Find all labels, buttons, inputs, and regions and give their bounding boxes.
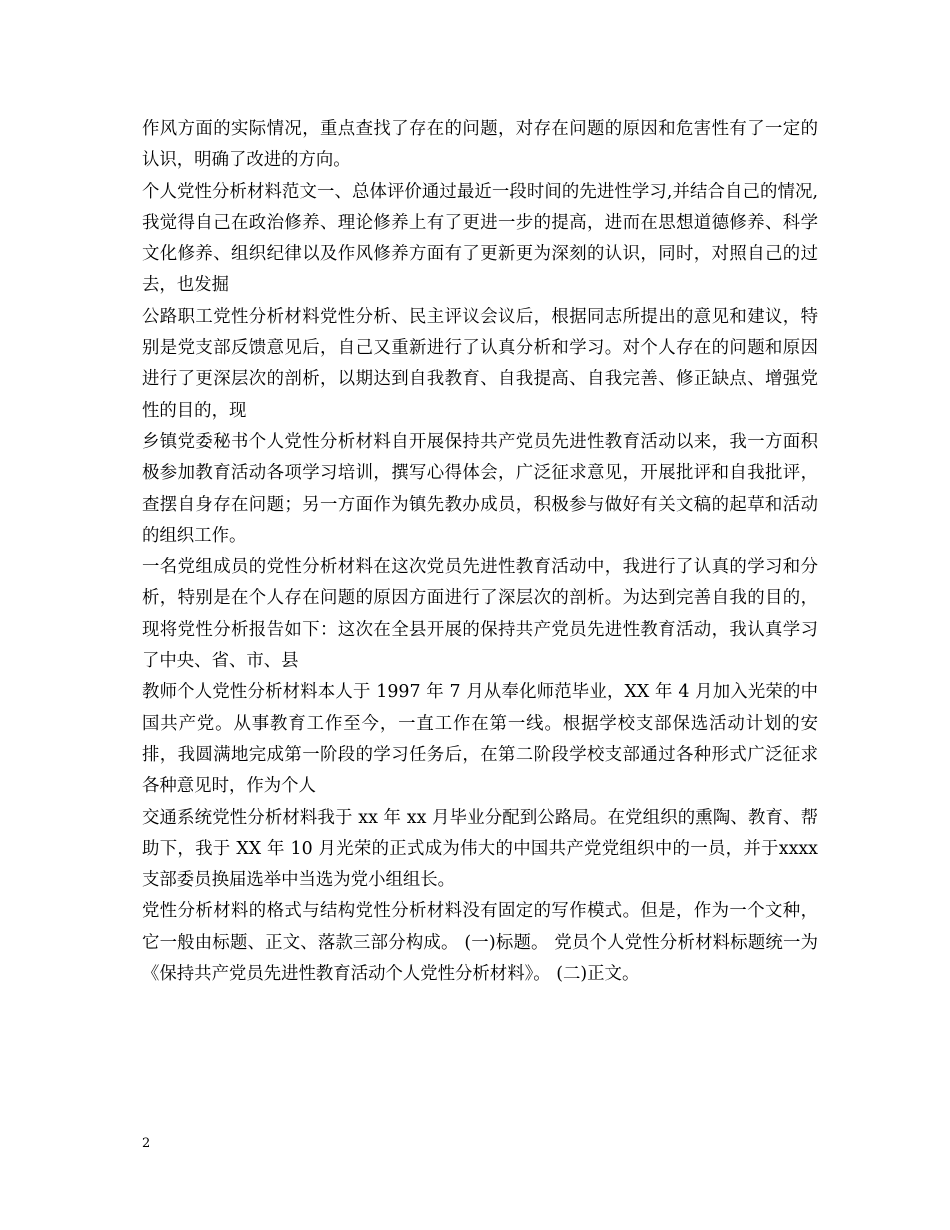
paragraph-6: 教师个人党性分析材料本人于 1997 年 7 月从奉化师范毕业，XX 年 4 月加入光荣的中国共产党。从事教育工作至今，一直工作在第一线。根据学校支部保选活动计划的安排，我圆满地完成第一阶段的学习任务后，在第二阶段学校支部通过各种形式广泛征求各种意见时，作为个人 bbox=[142, 682, 818, 797]
paragraph-3: 公路职工党性分析材料党性分析、民主评议会议后，根据同志所提出的意见和建议，特别是党支部反馈意见后，自己又重新进行了认真分析和学习。对个人存在的问题和原因进行了更深层次的剖析，以期达到自我教育、自我提高、自我完善、修正缺点、增强党性的目的，现 bbox=[142, 306, 818, 421]
page-number: 2 bbox=[142, 1136, 151, 1151]
paragraph-4: 乡镇党委秘书个人党性分析材料自开展保持共产党员先进性教育活动以来，我一方面积极参加教育活动各项学习培训，撰写心得体会，广泛征求意见，开展批评和自我批评，查摆自身存在问题；另一方面作为镇先教办成员，积极参与做好有关文稿的起草和活动的组织工作。 bbox=[142, 431, 818, 546]
paragraph-2: 个人党性分析材料范文一、总体评价通过最近一段时间的先进性学习,并结合自己的情况,我觉得自己在政治修养、理论修养上有了更进一步的提高，进而在思想道德修养、科学文化修养、组织纪律以及作风修养方面有了更新更为深刻的认识，同时，对照自己的过去，也发掘 bbox=[142, 181, 818, 296]
document-body bbox=[142, 114, 818, 990]
paragraph-8: 党性分析材料的格式与结构党性分析材料没有固定的写作模式。但是，作为一个文种，它一般由标题、正文、落款三部分构成。 (一)标题。 党员个人党性分析材料标题统一为《保持共产党员先进性教育活动个人党性分析材料》。 (二)正文。 bbox=[142, 901, 818, 985]
paragraph-7: 交通系统党性分析材料我于 xx 年 xx 月毕业分配到公路局。在党组织的熏陶、教育、帮助下，我于 XX 年 10 月光荣的正式成为伟大的中国共产党党组织中的一员，并于xxxx 支部委员换届选举中当选为党小组组长。 bbox=[142, 807, 818, 891]
paragraph-5: 一名党组成员的党性分析材料在这次党员先进性教育活动中，我进行了认真的学习和分析，特别是在个人存在问题的原因方面进行了深层次的剖析。为达到完善自我的目的，现将党性分析报告如下：这次在全县开展的保持共产党员先进性教育活动，我认真学习了中央、省、市、县 bbox=[142, 557, 818, 672]
paragraph-1: 作风方面的实际情况，重点查找了存在的问题，对存在问题的原因和危害性有了一定的认识，明确了改进的方向。 bbox=[142, 119, 818, 171]
